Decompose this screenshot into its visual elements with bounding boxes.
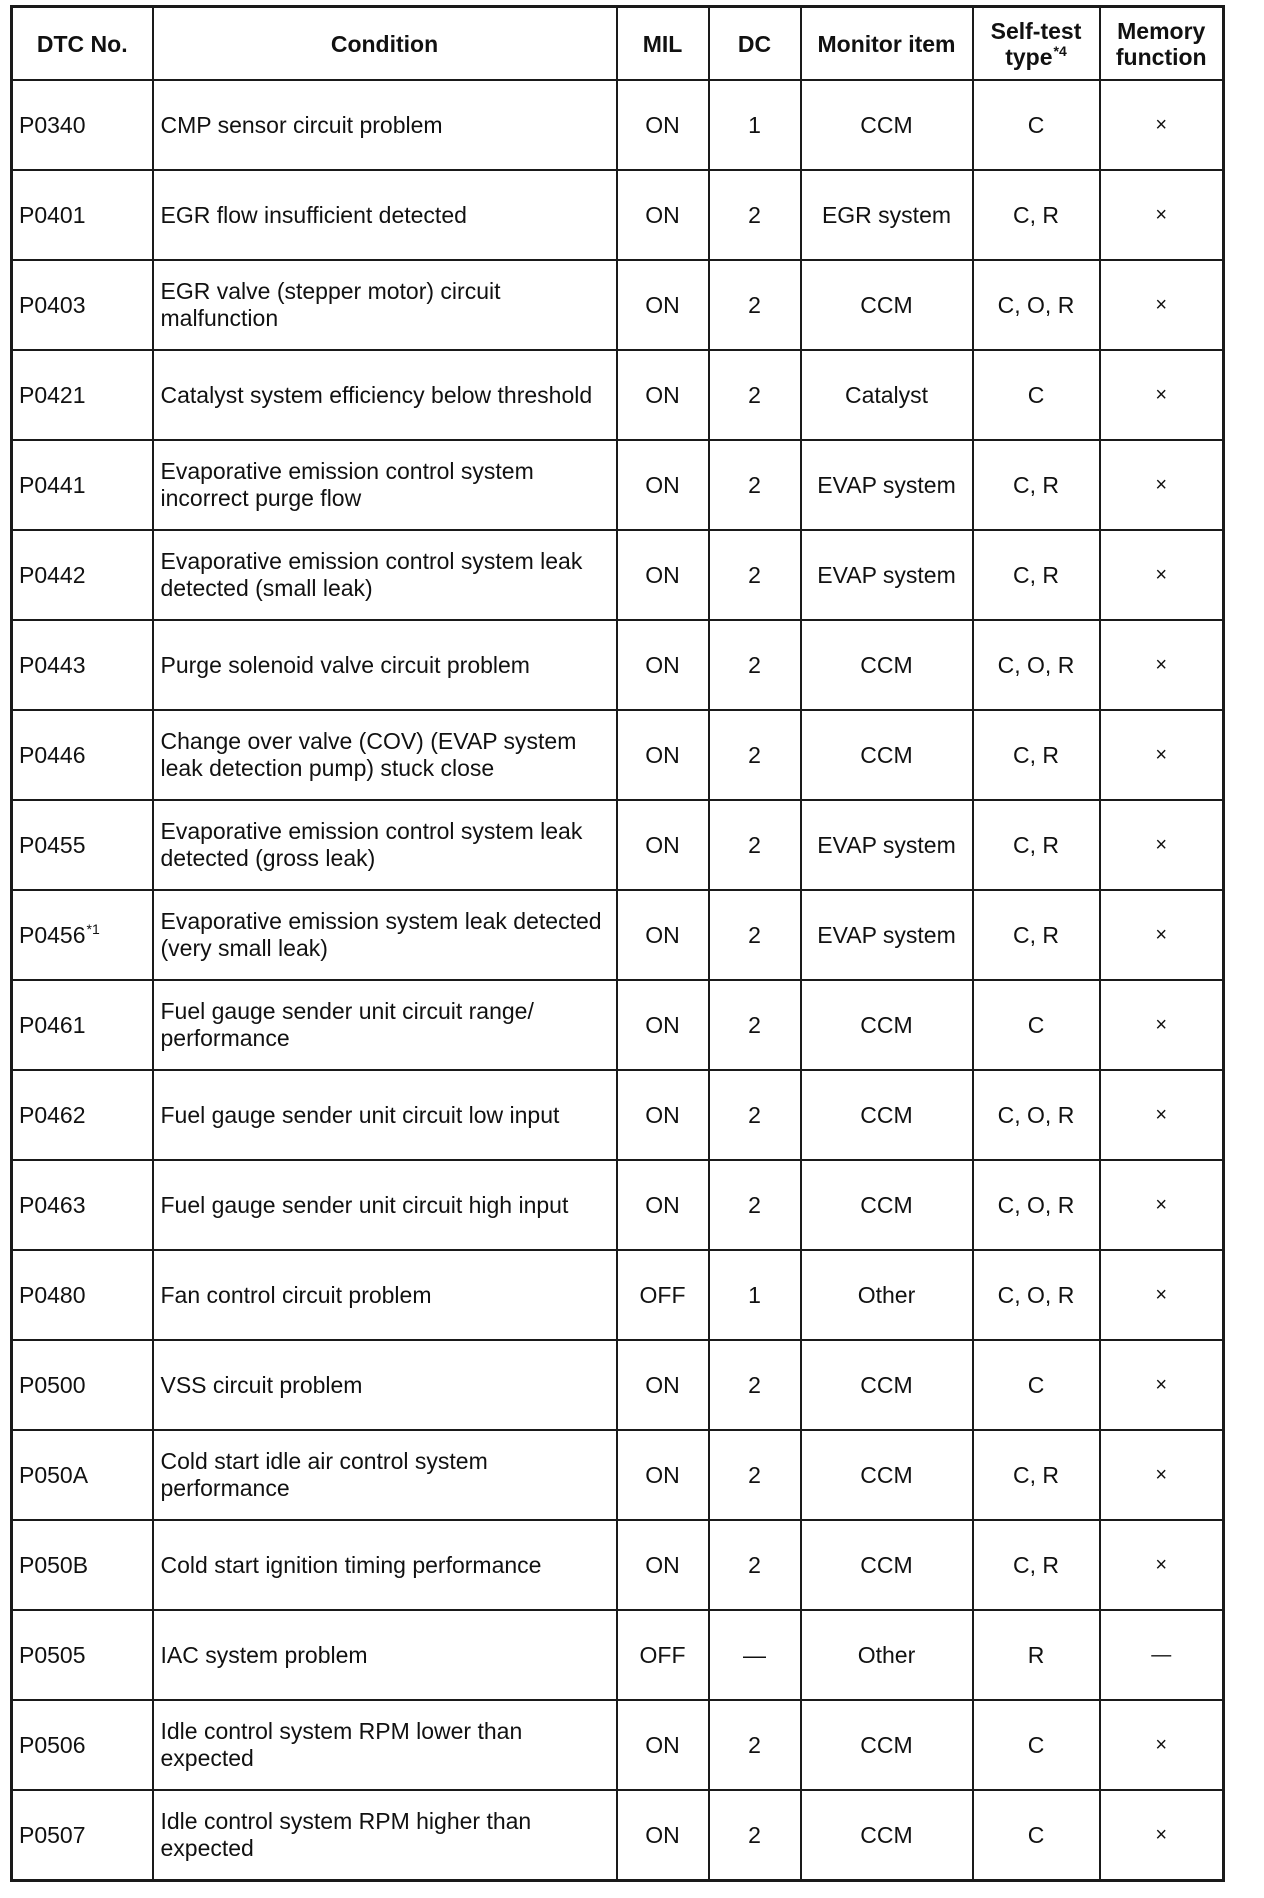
dtc-code-cell <box>12 530 153 620</box>
dtc-code: P0463 <box>19 1191 86 1218</box>
table-row <box>12 980 1224 1070</box>
memory-function-cell: × <box>1100 440 1224 530</box>
table-row <box>12 530 1224 620</box>
header-memory-function: Memory function <box>1100 7 1224 81</box>
dtc-code: P0506 <box>19 1731 86 1758</box>
table-row <box>12 890 1224 980</box>
dc-cell: 2 <box>709 1700 801 1790</box>
dtc-code: P0441 <box>19 471 86 498</box>
dtc-code-cell <box>12 1790 153 1881</box>
mil-cell: ON <box>617 890 709 980</box>
mil-cell: ON <box>617 1340 709 1430</box>
mil-cell: ON <box>617 620 709 710</box>
monitor-item-cell: EGR system <box>801 170 973 260</box>
condition-cell: Fuel gauge sender unit circuit low input <box>153 1070 617 1160</box>
dtc-code-cell <box>12 1070 153 1160</box>
mil-cell: ON <box>617 530 709 620</box>
table-row <box>12 1340 1224 1430</box>
table-row <box>12 350 1224 440</box>
dtc-code: P0507 <box>19 1821 86 1848</box>
memory-function-cell: × <box>1100 260 1224 350</box>
condition-cell: Cold start idle air control system performance <box>153 1430 617 1520</box>
dtc-table <box>10 5 1225 1882</box>
table-row <box>12 1790 1224 1881</box>
dtc-code-cell <box>12 440 153 530</box>
dtc-code-cell <box>12 890 153 980</box>
dtc-code: P0462 <box>19 1101 86 1128</box>
condition-cell: Fuel gauge sender unit circuit high input <box>153 1160 617 1250</box>
table-row <box>12 1430 1224 1520</box>
table-row <box>12 1610 1224 1700</box>
self-test-type-cell: C, O, R <box>973 1070 1100 1160</box>
table-row <box>12 80 1224 170</box>
dtc-code: P050A <box>19 1461 89 1488</box>
dc-cell: 2 <box>709 350 801 440</box>
table-row <box>12 1250 1224 1340</box>
monitor-item-cell: Other <box>801 1250 973 1340</box>
dc-cell: — <box>709 1610 801 1700</box>
monitor-item-cell: CCM <box>801 620 973 710</box>
monitor-item-cell: CCM <box>801 1700 973 1790</box>
dc-cell: 2 <box>709 170 801 260</box>
memory-function-cell: × <box>1100 1430 1224 1520</box>
dc-cell: 2 <box>709 530 801 620</box>
monitor-item-cell: EVAP system <box>801 440 973 530</box>
table-row <box>12 800 1224 890</box>
dtc-code-cell <box>12 1430 153 1520</box>
mil-cell: ON <box>617 440 709 530</box>
condition-cell: Evaporative emission control system leak detected (small leak) <box>153 530 617 620</box>
condition-cell: Catalyst system efficiency below threshold <box>153 350 617 440</box>
mil-cell: ON <box>617 1160 709 1250</box>
condition-cell: CMP sensor circuit problem <box>153 80 617 170</box>
monitor-item-cell: CCM <box>801 1790 973 1881</box>
mil-cell: OFF <box>617 1250 709 1340</box>
monitor-item-cell: CCM <box>801 80 973 170</box>
condition-cell: Purge solenoid valve circuit problem <box>153 620 617 710</box>
self-test-type-cell: C, R <box>973 530 1100 620</box>
dtc-code: P0401 <box>19 201 86 228</box>
mil-cell: ON <box>617 1790 709 1881</box>
memory-function-cell: × <box>1100 1700 1224 1790</box>
dtc-code: P0446 <box>19 741 86 768</box>
dc-cell: 2 <box>709 620 801 710</box>
dtc-code: P0443 <box>19 651 86 678</box>
dc-cell: 2 <box>709 980 801 1070</box>
dtc-code-cell <box>12 1520 153 1610</box>
mil-cell: ON <box>617 80 709 170</box>
self-test-type-cell: R <box>973 1610 1100 1700</box>
condition-cell: Evaporative emission control system incorrect purge flow <box>153 440 617 530</box>
condition-cell: VSS circuit problem <box>153 1340 617 1430</box>
memory-function-cell: × <box>1100 1520 1224 1610</box>
monitor-item-cell: EVAP system <box>801 800 973 890</box>
memory-function-cell: × <box>1100 1790 1224 1881</box>
dtc-code: P0480 <box>19 1281 86 1308</box>
header-self-test-type <box>973 7 1100 81</box>
dc-cell: 2 <box>709 890 801 980</box>
self-test-type-cell: C, R <box>973 890 1100 980</box>
dtc-code-cell <box>12 1250 153 1340</box>
condition-cell: Idle control system RPM higher than expected <box>153 1790 617 1881</box>
monitor-item-cell: CCM <box>801 1430 973 1520</box>
header-condition: Condition <box>153 7 617 81</box>
monitor-item-cell: EVAP system <box>801 530 973 620</box>
mil-cell: ON <box>617 980 709 1070</box>
header-self-test-type-label: Self-test type <box>990 17 1082 70</box>
dtc-code-cell <box>12 1610 153 1700</box>
dtc-code-cell <box>12 170 153 260</box>
dtc-code: P0455 <box>19 831 86 858</box>
table-row <box>12 260 1224 350</box>
dtc-code: P0421 <box>19 381 86 408</box>
dtc-code-cell <box>12 710 153 800</box>
dtc-code-cell <box>12 800 153 890</box>
header-monitor-item: Monitor item <box>801 7 973 81</box>
mil-cell: ON <box>617 1430 709 1520</box>
table-header-row <box>12 7 1224 81</box>
monitor-item-cell: CCM <box>801 1340 973 1430</box>
self-test-type-cell: C <box>973 80 1100 170</box>
mil-cell: OFF <box>617 1610 709 1700</box>
header-dtc-no: DTC No. <box>12 7 153 81</box>
condition-cell: Evaporative emission control system leak detected (gross leak) <box>153 800 617 890</box>
dc-cell: 2 <box>709 1790 801 1881</box>
table-row <box>12 620 1224 710</box>
dtc-code: P050B <box>19 1551 89 1578</box>
dtc-code-cell <box>12 1160 153 1250</box>
mil-cell: ON <box>617 710 709 800</box>
self-test-type-cell: C, R <box>973 1430 1100 1520</box>
dc-cell: 1 <box>709 80 801 170</box>
table-row <box>12 710 1224 800</box>
dc-cell: 2 <box>709 710 801 800</box>
dc-cell: 2 <box>709 260 801 350</box>
condition-cell: EGR flow insufficient detected <box>153 170 617 260</box>
dc-cell: 2 <box>709 440 801 530</box>
dtc-code: P0340 <box>19 111 86 138</box>
memory-function-cell: — <box>1100 1610 1224 1700</box>
monitor-item-cell: CCM <box>801 1520 973 1610</box>
memory-function-cell: × <box>1100 620 1224 710</box>
dtc-code-cell <box>12 1700 153 1790</box>
mil-cell: ON <box>617 350 709 440</box>
memory-function-cell: × <box>1100 530 1224 620</box>
monitor-item-cell: CCM <box>801 1070 973 1160</box>
dtc-code: P0456 <box>19 921 86 948</box>
memory-function-cell: × <box>1100 1160 1224 1250</box>
dtc-footnote-marker: *1 <box>86 920 100 937</box>
mil-cell: ON <box>617 1520 709 1610</box>
memory-function-cell: × <box>1100 980 1224 1070</box>
table-row <box>12 1070 1224 1160</box>
memory-function-cell: × <box>1100 890 1224 980</box>
dtc-table-page <box>10 5 1222 1882</box>
condition-cell: Cold start ignition timing performance <box>153 1520 617 1610</box>
self-test-type-cell: C <box>973 980 1100 1070</box>
mil-cell: ON <box>617 170 709 260</box>
condition-cell: Fan control circuit problem <box>153 1250 617 1340</box>
self-test-type-cell: C <box>973 1700 1100 1790</box>
header-mil: MIL <box>617 7 709 81</box>
mil-cell: ON <box>617 1070 709 1160</box>
table-row <box>12 170 1224 260</box>
dtc-code-cell <box>12 80 153 170</box>
table-row <box>12 1160 1224 1250</box>
monitor-item-cell: CCM <box>801 980 973 1070</box>
header-dc: DC <box>709 7 801 81</box>
monitor-item-cell: CCM <box>801 1160 973 1250</box>
table-row <box>12 1700 1224 1790</box>
memory-function-cell: × <box>1100 1250 1224 1340</box>
dtc-code: P0403 <box>19 291 86 318</box>
self-test-type-cell: C, O, R <box>973 1250 1100 1340</box>
dtc-code-cell <box>12 980 153 1070</box>
self-test-type-cell: C, O, R <box>973 260 1100 350</box>
dtc-code: P0500 <box>19 1371 86 1398</box>
mil-cell: ON <box>617 1700 709 1790</box>
table-row <box>12 1520 1224 1610</box>
dc-cell: 2 <box>709 800 801 890</box>
condition-cell: EGR valve (stepper motor) circuit malfunction <box>153 260 617 350</box>
header-self-test-footnote: *4 <box>1053 42 1067 59</box>
memory-function-cell: × <box>1100 800 1224 890</box>
dc-cell: 2 <box>709 1520 801 1610</box>
condition-cell: Evaporative emission system leak detected (very small leak) <box>153 890 617 980</box>
condition-cell: Idle control system RPM lower than expected <box>153 1700 617 1790</box>
dc-cell: 2 <box>709 1430 801 1520</box>
mil-cell: ON <box>617 800 709 890</box>
condition-cell: Change over valve (COV) (EVAP system leak detection pump) stuck close <box>153 710 617 800</box>
self-test-type-cell: C <box>973 1340 1100 1430</box>
dc-cell: 2 <box>709 1160 801 1250</box>
memory-function-cell: × <box>1100 170 1224 260</box>
self-test-type-cell: C <box>973 1790 1100 1881</box>
monitor-item-cell: Other <box>801 1610 973 1700</box>
dtc-code-cell <box>12 620 153 710</box>
dtc-code: P0442 <box>19 561 86 588</box>
dc-cell: 2 <box>709 1070 801 1160</box>
self-test-type-cell: C, R <box>973 440 1100 530</box>
condition-cell: IAC system problem <box>153 1610 617 1700</box>
monitor-item-cell: CCM <box>801 710 973 800</box>
memory-function-cell: × <box>1100 1340 1224 1430</box>
monitor-item-cell: EVAP system <box>801 890 973 980</box>
self-test-type-cell: C, R <box>973 710 1100 800</box>
self-test-type-cell: C, R <box>973 170 1100 260</box>
memory-function-cell: × <box>1100 1070 1224 1160</box>
self-test-type-cell: C, R <box>973 1520 1100 1610</box>
monitor-item-cell: CCM <box>801 260 973 350</box>
memory-function-cell: × <box>1100 350 1224 440</box>
condition-cell: Fuel gauge sender unit circuit range/ performance <box>153 980 617 1070</box>
dtc-code: P0461 <box>19 1011 86 1038</box>
self-test-type-cell: C, O, R <box>973 1160 1100 1250</box>
memory-function-cell: × <box>1100 710 1224 800</box>
self-test-type-cell: C, R <box>973 800 1100 890</box>
memory-function-cell: × <box>1100 80 1224 170</box>
dtc-code-cell <box>12 1340 153 1430</box>
dc-cell: 2 <box>709 1340 801 1430</box>
table-row <box>12 440 1224 530</box>
monitor-item-cell: Catalyst <box>801 350 973 440</box>
dtc-code: P0505 <box>19 1641 86 1668</box>
mil-cell: ON <box>617 260 709 350</box>
self-test-type-cell: C <box>973 350 1100 440</box>
dtc-code-cell <box>12 260 153 350</box>
dtc-code-cell <box>12 350 153 440</box>
dc-cell: 1 <box>709 1250 801 1340</box>
self-test-type-cell: C, O, R <box>973 620 1100 710</box>
